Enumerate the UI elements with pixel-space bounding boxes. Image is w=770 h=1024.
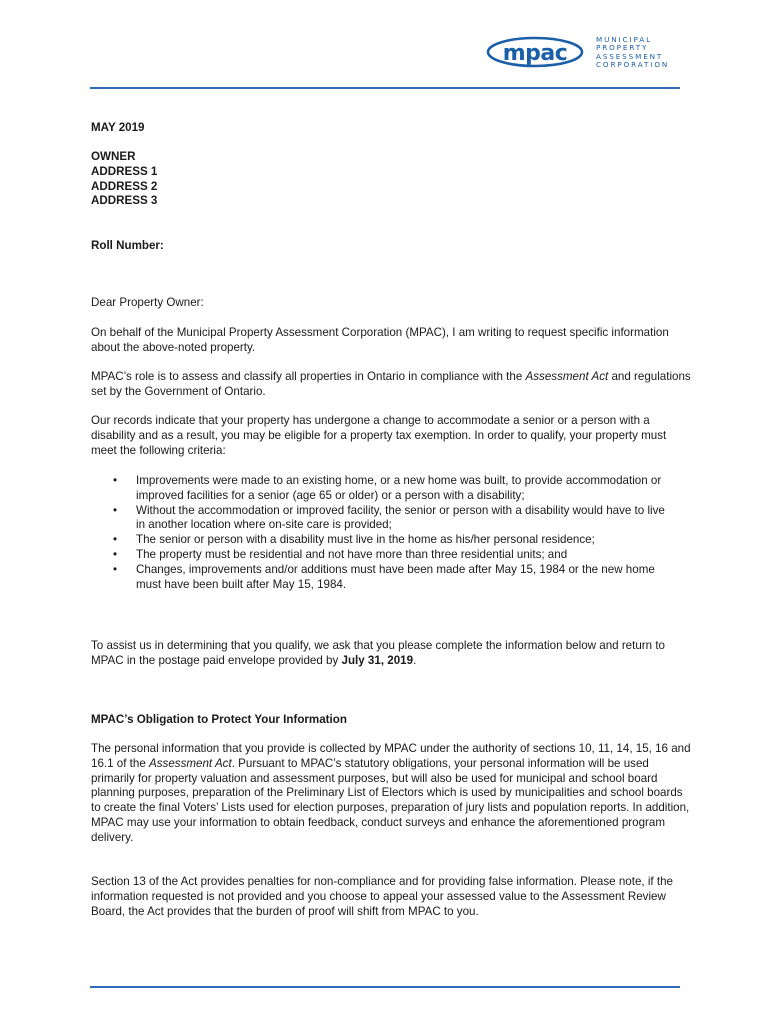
bullet-icon: • [113,562,118,576]
mpac-logo-mark [486,36,596,76]
paragraph-intro: On behalf of the Municipal Property Assessment Corporation (MPAC), I am writing to request specific information about the above-noted property. [91,326,669,354]
deadline-date: July 31, 2019 [341,653,414,667]
logo-line: PROPERTY [596,43,649,53]
logo-line: ASSESSMENT [596,51,664,61]
mpac-logo [486,36,682,76]
footer-divider [90,986,680,988]
paragraph-instructions: To assist us in determining that you qualify, we ask that you please complete the information below and return to MPAC in the postage paid envelope provided by July 31, 2019. [91,639,665,667]
letter-date: MAY 2019 [91,121,145,134]
address-line-2: ADDRESS 2 [91,179,158,193]
roll-number-label: Roll Number: [91,239,164,252]
header-divider [90,87,680,89]
act-title: Assessment Act [525,370,609,383]
logo-corporation-name [596,36,669,70]
logo-line: MUNICIPAL [596,35,652,44]
bullet-icon: • [113,533,118,547]
salutation: Dear Property Owner: [91,296,204,309]
address-line-owner: OWNER [91,150,136,163]
address-block [91,150,691,209]
list-item: • The property must be residential and not have more than three residential units; and [113,547,568,561]
paragraph-eligibility: Our records indicate that your property has undergone a change to accommodate a senior or a person with a disability and as a result, you may be eligible for a property tax exemption. In order to qualify, your property must meet the following criteria: [91,414,667,457]
criteria-list [91,474,691,592]
bullet-icon: • [113,547,118,561]
act-title: Assessment Act [149,756,232,770]
paragraph-penalties: Section 13 of the Act provides penalties for non-compliance and for providing false information. Please note, if the information requested is not provided and you choose to appeal your assessed value to the Assessment Review Board, the Act provides that the burden of proof will shift from MPAC to you. [91,875,673,918]
list-item: • Improvements were made to an existing home, or a new home was built, to provide accommodation or improved facilities for a senior (age 65 or older) or a person with a disability; [113,474,662,502]
list-item: • The senior or person with a disability must live in the home as his/her personal residence; [113,533,595,547]
list-item: • Without the accommodation or improved facility, the senior or person with a disability would have to live in another location where on-site care is provided; [113,503,665,532]
section-heading: MPAC’s Obligation to Protect Your Information [91,713,347,726]
address-line-1: ADDRESS 1 [91,164,158,178]
logo-line: CORPORATION [596,60,670,70]
paragraph-privacy: The personal information that you provide is collected by MPAC under the authority of sections 10, 11, 14, 15, 16 and 16.1 of the Assessment Act. Pursuant to MPAC’s statutory obligations, your personal information will be used primarily for property valuation and assessment purposes, but will also be used for municipal and school board planning purposes, preparation of the Preliminary List of Electors which is used by municipalities and school boards to create the final Voters’ Lists used for election purposes, preparation of jury lists and population reports. In addition, MPAC may use your information to obtain feedback, conduct surveys and enhance the aforementioned program delivery. [91,742,691,844]
mpac-wordmark: mpac [502,41,568,66]
list-item: • Changes, improvements and/or additions must have been made after May 15, 1984 or the new home must have been built after May 15, 1984. [113,562,655,591]
paragraph-role: MPAC’s role is to assess and classify all properties in Ontario in compliance with the Assessment Act and regulations set by the Government of Ontario. [91,370,691,398]
address-line-3: ADDRESS 3 [91,194,158,208]
bullet-icon: • [113,474,118,487]
bullet-icon: • [113,503,118,517]
